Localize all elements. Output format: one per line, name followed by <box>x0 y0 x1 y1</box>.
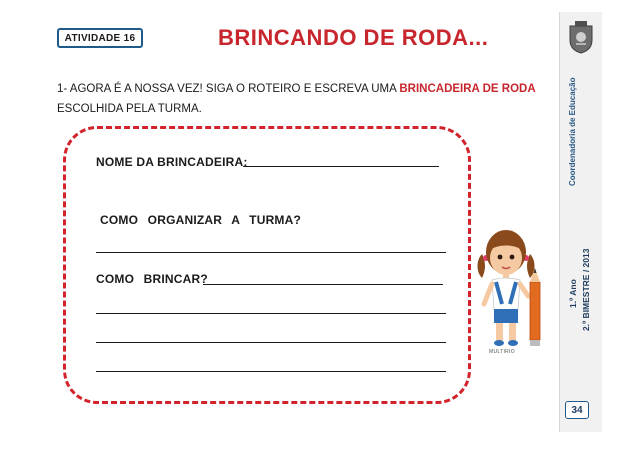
sidebar-grade: 1.º Ano <box>568 279 578 308</box>
page-number: 34 <box>565 401 589 419</box>
city-emblem-icon <box>566 20 596 54</box>
instruction-line2: ESCOLHIDA PELA TURMA. <box>57 103 202 115</box>
sidebar-term: 2.º BIMESTRE / 2013 <box>581 248 591 331</box>
organize-class-label: COMO ORGANIZAR A TURMA? <box>100 213 302 227</box>
how-to-play-answer-line-2[interactable] <box>96 313 446 314</box>
how-to-play-answer-line-1[interactable] <box>203 284 443 285</box>
page-title: BRINCANDO DE RODA... <box>218 25 489 50</box>
girl-with-pencil-illustration <box>474 224 548 354</box>
how-to-play-answer-line-3[interactable] <box>96 342 446 343</box>
how-to-play-label: COMO BRINCAR? <box>96 272 208 286</box>
sidebar-department: Coordenadoria de Educação <box>568 77 577 186</box>
organize-answer-line-1[interactable] <box>96 252 446 253</box>
instruction-highlight: BRINCADEIRA DE RODA <box>399 83 536 95</box>
game-name-answer-line[interactable] <box>243 166 439 167</box>
right-sidebar <box>559 12 602 432</box>
instruction-text <box>57 79 551 119</box>
activity-badge: ATIVIDADE 16 <box>57 28 143 48</box>
illustration-credit: MULTIRIO <box>489 349 515 355</box>
instruction-line1: 1- AGORA É A NOSSA VEZ! SIGA O ROTEIRO E ESCREVA UMA <box>57 83 400 95</box>
how-to-play-answer-line-4[interactable] <box>96 371 446 372</box>
game-name-label: NOME DA BRINCADEIRA: <box>96 155 248 169</box>
